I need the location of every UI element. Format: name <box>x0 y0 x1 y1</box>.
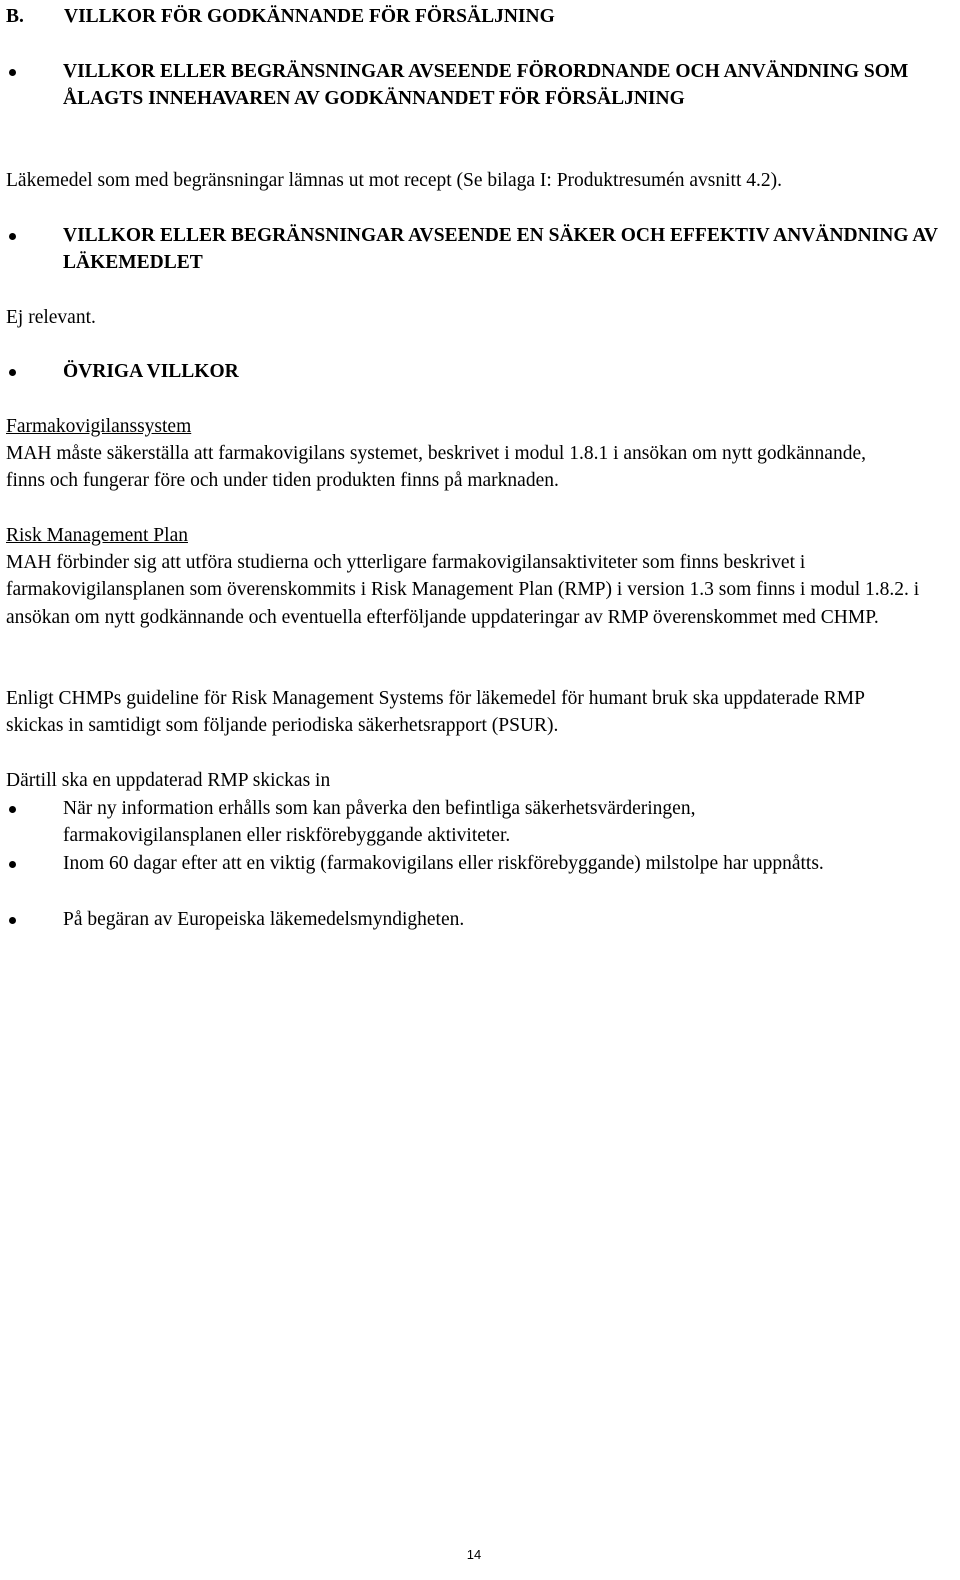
heading-safe-use-conditions <box>6 222 946 277</box>
heading-prescription-conditions-text: VILLKOR ELLER BEGRÄNSNINGAR AVSEENDE FÖRORDNANDE OCH ANVÄNDNING SOM ÅLAGTS INNEHAVAREN AV GODKÄNNANDET FÖR FÖRSÄLJNING <box>63 61 909 110</box>
heading-other-conditions <box>6 358 946 385</box>
page-number: 14 <box>466 1547 482 1562</box>
heading-other-conditions-text: ÖVRIGA VILLKOR <box>63 361 239 382</box>
pharmacovigilance-paragraph: MAH måste säkerställa att farmakovigilans systemet, beskrivet i modul 1.8.1 i ansökan om nytt godkännande, finns och fungerar före och under tiden produkten finns på marknaden. <box>6 443 866 492</box>
section-heading <box>6 3 555 30</box>
list-item <box>6 906 946 933</box>
list-item <box>6 795 846 850</box>
risk-management-paragraph: MAH förbinder sig att utföra studierna och ytterligare farmakovigilansaktiviteter som finns beskrivet i farmakovigilansplanen som överenskommits i Risk Management Plan (RMP) i version 1.3 som finns i modul 1.8.2. i ansökan om nytt godkännande och eventuella efterföljande uppdateringar av RMP överenskommet med CHMP. <box>6 552 920 628</box>
heading-prescription-conditions <box>6 58 946 113</box>
section-letter: B. <box>6 6 24 27</box>
prescription-paragraph: Läkemedel som med begränsningar lämnas ut mot recept (Se bilaga I: Produktresumén avsnitt 4.2). <box>6 170 783 191</box>
list-item-text: På begäran av Europeiska läkemedelsmyndigheten. <box>63 909 465 930</box>
list-item <box>6 850 906 877</box>
not-relevant-paragraph: Ej relevant. <box>6 307 96 328</box>
section-title: VILLKOR FÖR GODKÄNNANDE FÖR FÖRSÄLJNING <box>64 6 555 27</box>
heading-safe-use-conditions-text: VILLKOR ELLER BEGRÄNSNINGAR AVSEENDE EN SÄKER OCH EFFEKTIV ANVÄNDNING AV LÄKEMEDLET <box>63 225 938 274</box>
subheading-risk-management-plan: Risk Management Plan <box>6 525 188 546</box>
list-item-text: Inom 60 dagar efter att en viktig (farmakovigilans eller riskförebyggande) milstolpe har uppnåtts. <box>63 853 824 874</box>
chmp-guideline-paragraph: Enligt CHMPs guideline för Risk Management Systems för läkemedel för humant bruk ska uppdaterade RMP skickas in samtidigt som följande periodiska säkerhetsrapport (PSUR). <box>6 688 865 737</box>
list-item-text: När ny information erhålls som kan påverka den befintliga säkerhetsvärderingen, farmakovigilansplanen eller riskförebyggande aktiviteter. <box>63 798 696 847</box>
subheading-pharmacovigilance: Farmakovigilanssystem <box>6 416 192 437</box>
rmp-update-intro: Därtill ska en uppdaterad RMP skickas in <box>6 770 331 791</box>
